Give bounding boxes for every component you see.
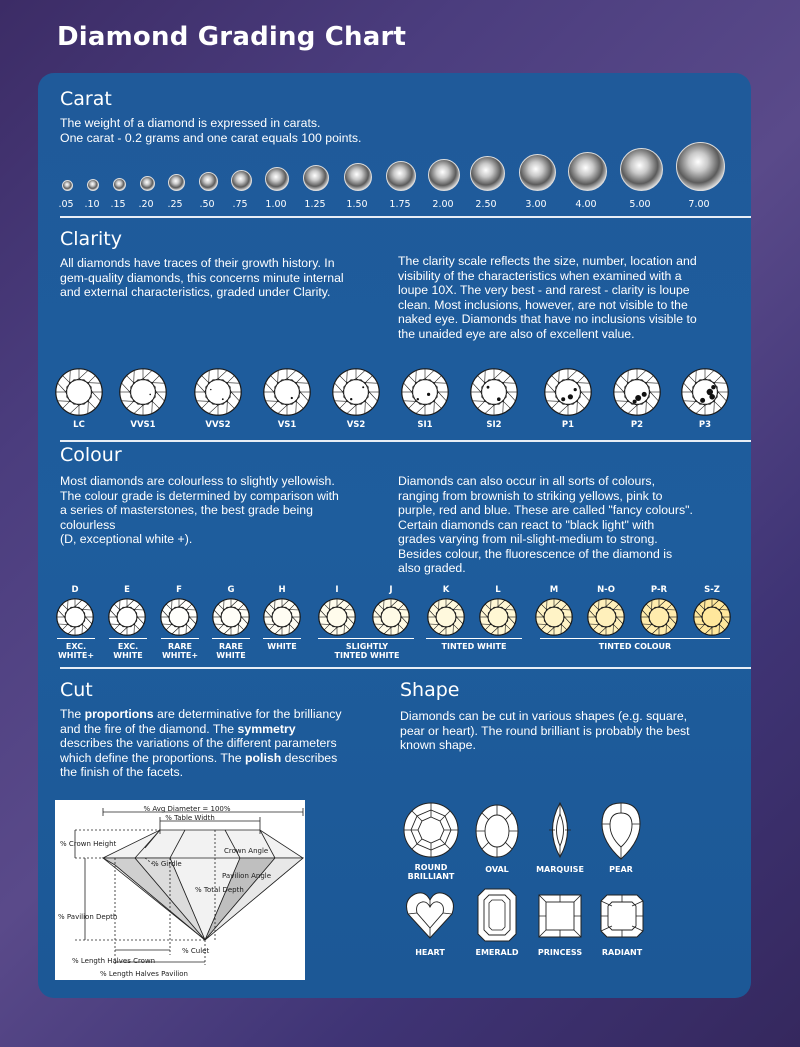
text-line: clean. Most inclusions, however, are not visible to the — [398, 297, 688, 312]
text-line: purple, red and blue. These are called "fancy colours". — [398, 503, 693, 517]
carat-value-label: 2.50 — [475, 199, 497, 210]
clarity-diamond-icon — [332, 368, 380, 416]
clarity-heading: Clarity — [60, 228, 122, 250]
group-underline — [540, 638, 730, 639]
carat-stone — [303, 165, 329, 191]
colour-diamond-icon — [318, 598, 356, 636]
text-line: Besides colour, the fluorescence of the diamond is — [398, 546, 673, 561]
grade-group-label — [320, 642, 414, 660]
diagram-label: % Pavilion Depth — [58, 913, 118, 921]
text-run: are determinative for the brilliancy — [153, 707, 342, 721]
shape-label — [399, 863, 463, 881]
colour-grade-letter: K — [442, 585, 450, 595]
grade-group-label — [56, 642, 96, 660]
carat-stone — [87, 179, 99, 191]
shape-label: EMERALD — [475, 948, 519, 957]
text-line: All diamonds have traces of their growth history. In — [60, 256, 335, 270]
text-line: gem-quality diamonds, this concerns minute internal — [60, 270, 344, 285]
diagram-label: % Table Width — [165, 814, 215, 822]
colour-grade-letter: G — [227, 585, 235, 595]
clarity-text-right — [398, 254, 743, 341]
colour-diamond-icon — [640, 598, 678, 636]
clarity-diamond-icon — [263, 368, 311, 416]
emerald-diamond-icon — [477, 888, 517, 942]
clarity-grade-label: SI1 — [417, 420, 433, 430]
carat-stone — [344, 163, 372, 191]
divider — [60, 216, 751, 218]
clarity-grade-label: P2 — [630, 420, 644, 430]
carat-stone — [140, 176, 155, 191]
clarity-grade-label: LC — [73, 420, 85, 430]
clarity-diamond-icon — [470, 368, 518, 416]
text-line: Diamonds can also occur in all sorts of colours, — [398, 474, 655, 488]
diagram-label: % Avg Diameter = 100% — [143, 805, 231, 813]
colour-diamond-icon — [263, 598, 301, 636]
diagram-label: Pavilion Angle — [222, 872, 272, 880]
carat-text-2: One carat - 0.2 grams and one carat equals 100 points. — [60, 131, 362, 145]
group-underline — [161, 638, 199, 639]
text-line — [60, 765, 395, 780]
text-line: loupe 10X. The very best - and rarest - clarity is loupe — [398, 283, 690, 297]
diagram-label: % Length Halves Crown — [72, 957, 156, 965]
carat-value-label: 1.00 — [265, 199, 287, 210]
text-line: also graded. — [398, 561, 466, 575]
label-line: RARE — [219, 642, 243, 651]
heart-diamond-icon — [405, 890, 455, 940]
colour-grade-letter: I — [335, 585, 339, 595]
carat-stone — [168, 174, 185, 191]
diagram-label: Crown Angle — [224, 847, 269, 855]
colour-diamond-icon — [535, 598, 573, 636]
carat-stone — [519, 154, 556, 191]
clarity-diamond-icon — [55, 368, 103, 416]
clarity-grade-label: SI2 — [486, 420, 502, 430]
cut-text — [60, 707, 395, 780]
colour-grade-letter: J — [389, 585, 393, 595]
carat-value-label: 7.00 — [688, 199, 710, 210]
carat-value-label: 3.00 — [525, 199, 547, 210]
label-line: TINTED WHITE — [334, 651, 400, 660]
clarity-diamond-icon — [681, 368, 729, 416]
text-line: and external characteristics, graded under Clarity. — [60, 285, 331, 299]
carat-stone — [62, 180, 73, 191]
cut-heading: Cut — [60, 679, 93, 701]
grade-group-label — [159, 642, 201, 660]
text-line — [60, 722, 395, 737]
group-underline — [212, 638, 250, 639]
diagram-label: % Length Halves Pavilion — [100, 970, 188, 978]
carat-heading: Carat — [60, 88, 112, 110]
text-line: ranging from brownish to striking yellows, pink to — [398, 488, 663, 503]
carat-stone — [231, 170, 252, 191]
colour-text-left — [60, 474, 395, 547]
text-line: grades varying from nil-slight-medium to strong. — [398, 532, 658, 546]
clarity-grade-label: P1 — [561, 420, 575, 430]
text-run-bold: symmetry — [237, 721, 296, 736]
colour-grade-letter: E — [124, 585, 130, 595]
text-run: which define the proportions. The — [60, 750, 246, 765]
clarity-text-left — [60, 256, 390, 300]
grade-group-label — [108, 642, 148, 660]
page-title: Diamond Grading Chart — [57, 22, 407, 52]
text-line: Most diamonds are colourless to slightly yellowish. — [60, 474, 335, 488]
grade-group-label — [540, 642, 730, 651]
text-run: and the fire of the diamond. The — [60, 721, 238, 736]
pear-diamond-icon — [601, 802, 641, 860]
colour-text-right — [398, 474, 743, 576]
text-run: describes the variations of the different parameters — [60, 736, 337, 750]
group-underline — [318, 638, 414, 639]
diagram-label: % Girdle — [152, 860, 182, 868]
colour-diamond-icon — [587, 598, 625, 636]
round-brilliant-diamond-icon — [403, 802, 459, 858]
label-line: WHITE — [267, 642, 297, 651]
grade-group-label — [262, 642, 302, 651]
colour-diamond-icon — [372, 598, 410, 636]
grade-group-label — [426, 642, 522, 651]
text-run: describes — [281, 750, 338, 765]
label-line: WHITE+ — [57, 651, 95, 660]
text-run-bold: proportions — [84, 707, 154, 721]
carat-stone — [620, 148, 663, 191]
label-line: TINTED COLOUR — [598, 642, 672, 651]
shape-label: MARQUISE — [536, 865, 584, 874]
grade-group-label — [211, 642, 251, 660]
carat-value-label: .05 — [58, 199, 74, 210]
carat-value-label: 2.00 — [432, 199, 454, 210]
text-line: visibility of the characteristics when examined with a — [398, 268, 682, 283]
clarity-diamond-icon — [544, 368, 592, 416]
colour-diamond-icon — [160, 598, 198, 636]
cut-diagram — [55, 800, 305, 980]
clarity-grade-label: P3 — [698, 420, 712, 430]
marquise-diamond-icon — [545, 802, 575, 858]
oval-diamond-icon — [475, 804, 519, 858]
diagram-label: % Total Depth — [195, 886, 244, 894]
text-line: Certain diamonds can react to "black light" with — [398, 517, 655, 532]
text-run-bold: polish — [245, 750, 282, 765]
text-line: colourless — [60, 517, 116, 532]
divider — [60, 440, 751, 442]
shape-heading: Shape — [400, 679, 460, 701]
text-line: naked eye. Diamonds that have no inclusions visible to — [398, 312, 697, 326]
colour-heading: Colour — [60, 444, 122, 466]
colour-grade-letter: F — [176, 585, 182, 595]
carat-value-label: .15 — [110, 199, 126, 210]
label-line: WHITE — [113, 651, 143, 660]
label-line: WHITE — [216, 651, 246, 660]
carat-stone — [676, 142, 725, 191]
carat-stone — [265, 167, 289, 191]
carat-value-label: 1.75 — [389, 199, 411, 210]
colour-grade-letter: M — [549, 585, 559, 595]
carat-value-label: 5.00 — [629, 199, 651, 210]
clarity-grade-label: VVS1 — [130, 420, 156, 430]
shape-label: PEAR — [609, 865, 633, 874]
colour-grade-letter: D — [71, 585, 79, 595]
carat-stone — [386, 161, 416, 191]
carat-stone — [428, 159, 460, 191]
shape-label: OVAL — [485, 865, 509, 874]
text-line — [60, 707, 395, 722]
clarity-diamond-icon — [613, 368, 661, 416]
shape-label: HEART — [415, 948, 445, 957]
label-line: EXC. — [117, 642, 139, 651]
label-line: SLIGHTLY — [345, 642, 389, 651]
text-run: the finish of the facets. — [60, 765, 184, 779]
carat-value-label: .25 — [167, 199, 183, 210]
carat-value-label: .75 — [232, 199, 248, 210]
text-line: The clarity scale reflects the size, number, location and — [398, 254, 697, 268]
text-run: The — [60, 707, 85, 721]
carat-stone — [199, 172, 218, 191]
text-line: the unaided eye are also of excellent value. — [398, 326, 635, 341]
label-line: EXC. — [65, 642, 87, 651]
colour-grade-letter: S-Z — [704, 585, 720, 595]
clarity-diamond-icon — [401, 368, 449, 416]
group-underline — [109, 638, 147, 639]
text-line — [60, 736, 395, 751]
label-line: ROUND — [414, 863, 448, 872]
diagram-label: % Crown Height — [60, 840, 117, 848]
clarity-grade-label: VS1 — [277, 420, 297, 430]
text-line: known shape. — [400, 738, 476, 752]
colour-diamond-icon — [427, 598, 465, 636]
carat-stone — [113, 178, 126, 191]
cut-diagram-drawing — [55, 800, 305, 980]
colour-diamond-icon — [693, 598, 731, 636]
text-line: The colour grade is determined by comparison with — [60, 488, 339, 503]
text-line — [60, 751, 395, 766]
diagram-label: % Culet — [182, 947, 210, 955]
colour-diamond-icon — [212, 598, 250, 636]
princess-diamond-icon — [538, 894, 582, 938]
clarity-grade-label: VS2 — [346, 420, 366, 430]
carat-value-label: 1.50 — [346, 199, 368, 210]
label-line: BRILLIANT — [407, 872, 455, 881]
shape-label: RADIANT — [601, 948, 643, 957]
carat-value-label: .10 — [84, 199, 100, 210]
text-line: pear or heart). The round brilliant is probably the best — [400, 723, 690, 738]
colour-diamond-icon — [479, 598, 517, 636]
colour-diamond-icon — [56, 598, 94, 636]
clarity-grade-label: VVS2 — [205, 420, 231, 430]
clarity-diamond-icon — [119, 368, 167, 416]
colour-grade-letter: P-R — [650, 585, 668, 595]
text-line: a series of masterstones, the best grade being — [60, 503, 313, 517]
shape-label: PRINCESS — [537, 948, 583, 957]
label-line: TINTED WHITE — [441, 642, 507, 651]
group-underline — [426, 638, 522, 639]
colour-diamond-icon — [108, 598, 146, 636]
clarity-diamond-icon — [194, 368, 242, 416]
carat-value-label: .50 — [199, 199, 215, 210]
carat-stone — [568, 152, 607, 191]
label-line: RARE — [168, 642, 192, 651]
shape-text — [400, 709, 745, 753]
carat-text-1: The weight of a diamond is expressed in carats. — [60, 116, 321, 130]
colour-grade-letter: L — [495, 585, 501, 595]
carat-stone — [470, 156, 505, 191]
radiant-diamond-icon — [600, 894, 644, 938]
divider — [60, 667, 751, 669]
colour-grade-letter: H — [278, 585, 286, 595]
text-line: (D, exceptional white +). — [60, 532, 193, 546]
group-underline — [263, 638, 301, 639]
colour-grade-letter: N-O — [597, 585, 615, 595]
label-line: WHITE+ — [161, 651, 199, 660]
text-line: Diamonds can be cut in various shapes (e.g. square, — [400, 709, 688, 723]
group-underline — [57, 638, 95, 639]
carat-value-label: .20 — [138, 199, 154, 210]
carat-value-label: 4.00 — [575, 199, 597, 210]
carat-value-label: 1.25 — [304, 199, 326, 210]
